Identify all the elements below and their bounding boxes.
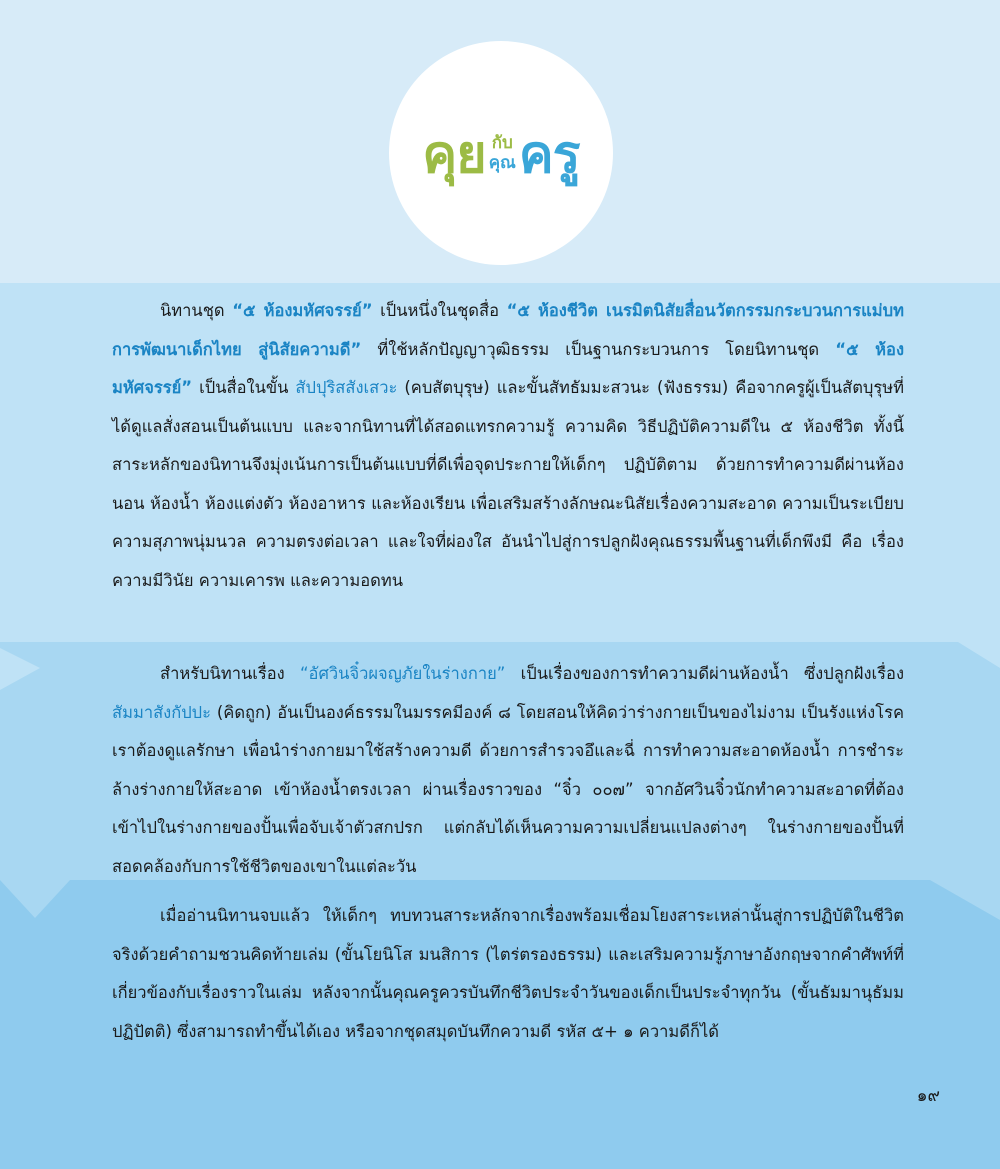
- p1-highlight-1: “๕ ห้องมหัศจรรย์”: [232, 301, 373, 320]
- p1-text-4: เป็นสื่อในขั้น: [192, 378, 296, 397]
- page-number: ๑๙: [916, 1086, 940, 1106]
- logo-word-2: ครู: [518, 124, 580, 185]
- paragraph-1: [112, 292, 904, 600]
- p2-text-2: เป็นเรื่องของการทำความดีผ่านห้องน้ำ ซึ่งปลูกฝังเรื่อง: [505, 664, 904, 683]
- p1-text-5: (คบสัตบุรุษ) และขั้นสัทธัมมะสวนะ (ฟังธรรม) คือจากครูผู้เป็นสัตบุรุษที่ได้ดูแลสั่งสอนเป็นต้นแบบ และจากนิทานที่ได้สอดแทรกความรู้ ความคิด วิธีปฏิบัติความดีใน ๕ ห้องชีวิต ทั้งนี้สาระหลักของนิทานจึงมุ่งเน้นการเป็นต้นแบบที่ดีเพื่อจุดประกายให้เด็กๆ ปฏิบัติตาม ด้วยการทำความดีผ่านห้องนอน ห้องน้ำ ห้องแต่งตัว ห้องอาหาร และห้องเรียน เพื่อเสริมสร้างลักษณะนิสัยเรื่องความสะอาด ความเป็นระเบียบ ความสุภาพนุ่มนวล ความตรงต่อเวลา และใจที่ผ่องใส อันนำไปสู่การปลูกฝังคุณธรรมพื้นฐานที่เด็กพึงมี คือ เรื่องความมีวินัย ความเคารพ และความอดทน: [112, 378, 904, 590]
- p1-text-2: เป็นหนึ่งในชุดสื่อ: [372, 301, 507, 320]
- section-logo: [389, 41, 613, 265]
- p2-text-3: (คิดถูก) อันเป็นองค์ธรรมในมรรคมีองค์ ๘ โดยสอนให้คิดว่าร่างกายเป็นของไม่งาม เป็นรังแห่งโรค เราต้องดูแลรักษา เพื่อนำร่างกายมาใช้สร้างความดี ด้วยการสำรวจอึและฉี่ การทำความสะอาดห้องน้ำ การชำระล้างร่างกายให้สะอาด เข้าห้องน้ำตรงเวลา ผ่านเรื่องราวของ “จิ๋ว ๐๐๗” จากอัศวินจิ๋วนักทำความสะอาดที่ต้องเข้าไปในร่างกายของปั้นเพื่อจับเจ้าตัวสกปรก แต่กลับได้เห็นความความเปลี่ยนแปลงต่างๆ ในร่างกายของปั้นที่สอดคล้องกับการใช้ชีวิตของเขาในแต่ละวัน: [112, 702, 904, 876]
- p1-highlight-3: “๕ ห้องมหัศจรรย์”: [112, 339, 904, 397]
- p2-text-1: สำหรับนิทานเรื่อง: [160, 664, 300, 683]
- logo-small-stack: [489, 133, 516, 173]
- p1-highlight-2: “๕ ห้องชีวิต เนรมิตนิสัยสื่อนวัตกรรมกระบวนการแม่บทการพัฒนาเด็กไทย สู่นิสัยความดี”: [112, 301, 904, 359]
- logo-small-bottom: คุณ: [488, 153, 516, 173]
- p1-text-3: ที่ใช้หลักปัญญาวุฒิธรรม เป็นฐานกระบวนการ โดยนิทานชุด: [361, 339, 836, 359]
- p1-highlight-4: สัปปุริสสังเสวะ: [295, 378, 398, 397]
- paragraph-3: เมื่ออ่านนิทานจบแล้ว ให้เด็กๆ ทบทวนสาระหลักจากเรื่องพร้อมเชื่อมโยงสาระเหล่านั้นสู่การปฏิบัติในชีวิตจริงด้วยคำถามชวนคิดท้ายเล่ม (ขั้นโยนิโส มนสิการ (ไตร่ตรองธรรม) และเสริมความรู้ภาษาอังกฤษจากคำศัพท์ที่เกี่ยวข้องกับเรื่องราวในเล่ม หลังจากนั้นคุณครูควรบันทึกชีวิตประจำวันของเด็กเป็นประจำทุกวัน (ขั้นธัมมานุธัมมปฏิปัตติ) ซึ่งสามารถทำขึ้นได้เอง หรือจากชุดสมุดบันทึกความดี รหัส ๕+ ๑ ความดีก็ได้: [112, 906, 904, 1041]
- logo-word-1: คุย: [422, 124, 486, 185]
- logo-small-top: กับ: [491, 133, 513, 153]
- p2-highlight-1: “อัศวินจิ๋วผจญภัยในร่างกาย”: [299, 664, 506, 683]
- paragraph-2: [112, 655, 904, 886]
- p1-text-1: นิทานชุด: [160, 301, 233, 320]
- p2-highlight-2: สัมมาสังกัปปะ: [112, 702, 212, 722]
